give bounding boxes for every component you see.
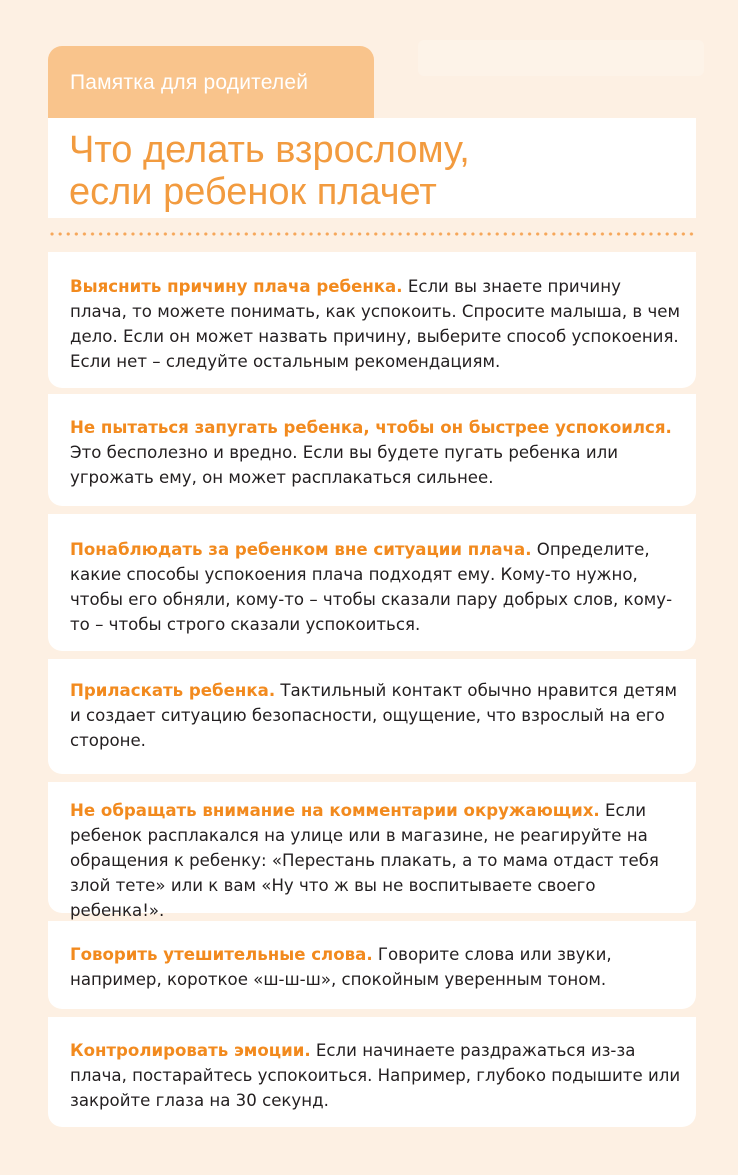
- tip-paragraph: [70, 678, 682, 753]
- tip-heading: Не пытаться запугать ребенка, чтобы он быстрее успокоился.: [70, 418, 672, 437]
- tip-card-1: [48, 252, 696, 388]
- tip-text: Говорите слова или звуки, например, короткое «ш-ш-ш», спокойным уверенным тоном.: [70, 945, 612, 989]
- page-title-line-2: если ребенок плачет: [69, 171, 437, 213]
- tip-card-7: [48, 1017, 696, 1127]
- top-decorative-strip: [418, 40, 704, 76]
- tip-card-3: [48, 514, 696, 651]
- tip-heading: Говорить утешительные слова.: [70, 945, 373, 964]
- tip-heading: Не обращать внимание на комментарии окружающих.: [70, 801, 600, 820]
- tip-card-4: [48, 659, 696, 774]
- tip-paragraph: [70, 274, 682, 374]
- tip-text: Это бесполезно и вредно. Если вы будете пугать ребенка или угрожать ему, он может расплакаться сильнее.: [70, 443, 619, 487]
- tip-paragraph: [70, 798, 682, 923]
- tip-text: Если ребенок расплакался на улице или в магазине, не реагируйте на обращения к ребенку: «Перестань плакать, а то мама отдаст тебя злой тете» или к вам «Ну что ж вы не воспитываете своего ребенка!».: [70, 801, 659, 920]
- tip-text: Тактильный контакт обычно нравится детям и создает ситуацию безопасности, ощущение, что взрослый на его стороне.: [70, 681, 677, 750]
- tip-card-2: [48, 394, 696, 506]
- tip-heading: Выяснить причину плача ребенка.: [70, 277, 403, 296]
- category-tab: [48, 46, 374, 118]
- page-title-line-1: Что делать взрослому,: [69, 129, 470, 171]
- tip-text: Если вы знаете причину плача, то можете понимать, как успокоить. Спросите малыша, в чем дело. Если он может назвать причину, выберите способ успокоения. Если нет – следуйте остальным рекомендациям.: [70, 277, 680, 371]
- tip-paragraph: [70, 415, 682, 490]
- dotted-divider: [48, 232, 696, 236]
- tip-paragraph: [70, 537, 682, 637]
- tip-heading: Приласкать ребенка.: [70, 681, 276, 700]
- tip-text: Если начинаете раздражаться из-за плача, постарайтесь успокоиться. Например, глубоко подышите или закройте глаза на 30 секунд.: [70, 1041, 681, 1110]
- title-box: [48, 118, 696, 218]
- tip-heading: Понаблюдать за ребенком вне ситуации плача.: [70, 540, 532, 559]
- tip-paragraph: [70, 942, 682, 992]
- tip-card-6: [48, 921, 696, 1009]
- tip-card-5: [48, 782, 696, 920]
- tip-paragraph: [70, 1038, 682, 1113]
- tip-text: Определите, какие способы успокоения плача подходят ему. Кому-то нужно, чтобы его обняли, кому-то – чтобы сказали пару добрых слов, кому-то – чтобы строго сказали успокоиться.: [70, 540, 673, 634]
- category-tab-label: Памятка для родителей: [70, 71, 309, 94]
- tip-heading: Контролировать эмоции.: [70, 1041, 311, 1060]
